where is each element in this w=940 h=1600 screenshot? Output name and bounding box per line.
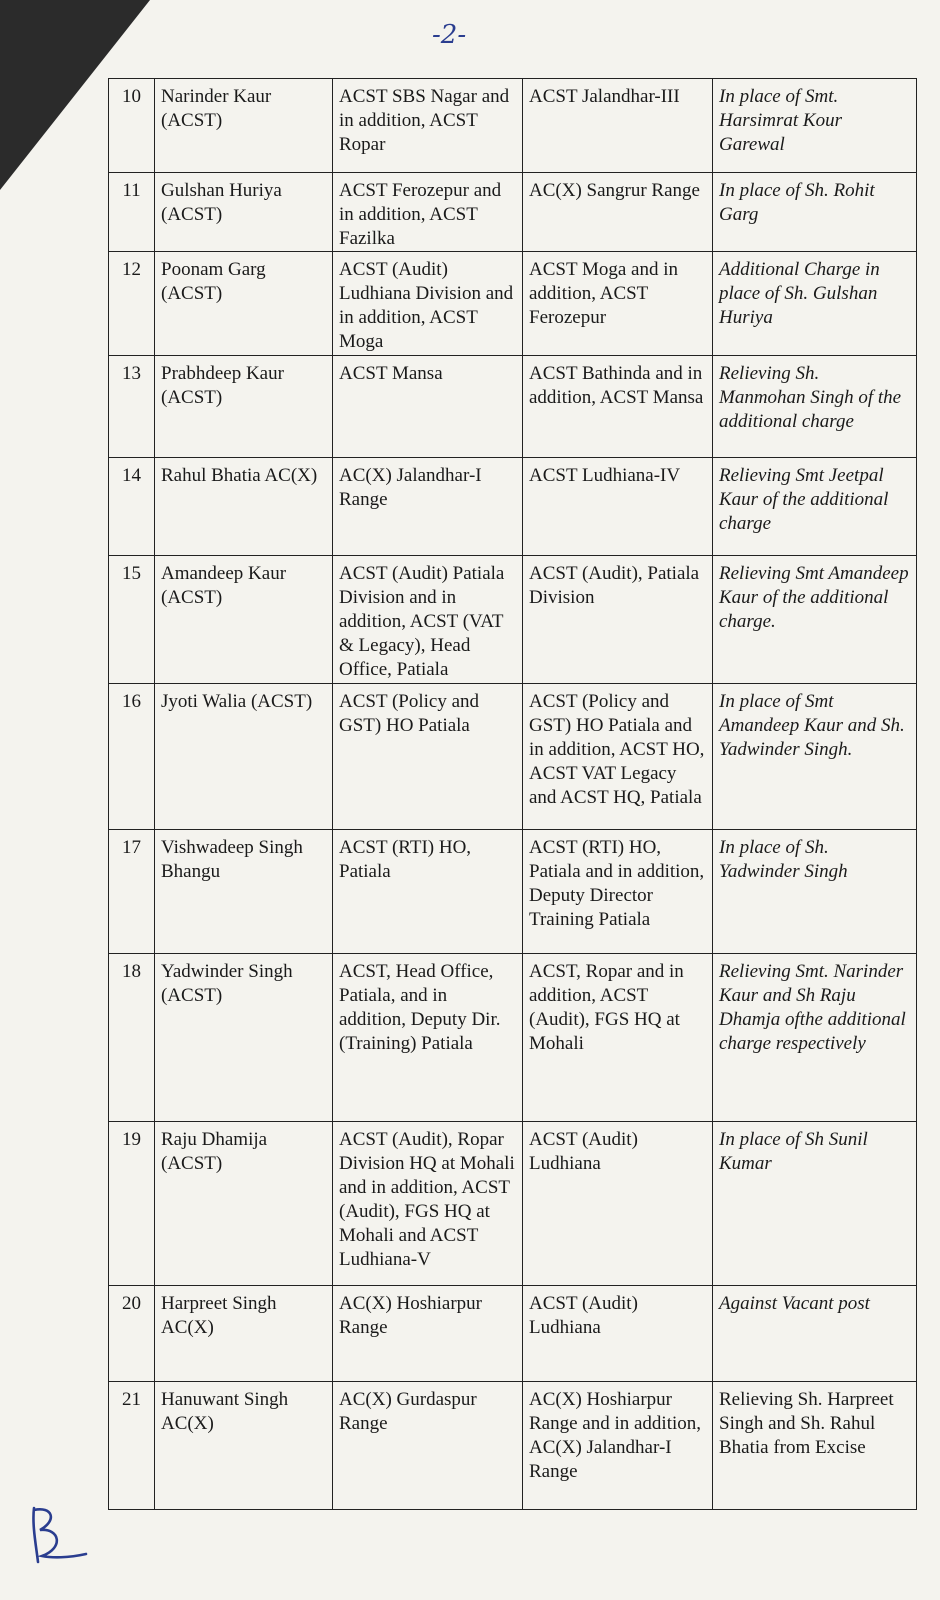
officer-name: Poonam Garg (ACST) [155, 252, 333, 356]
present-posting: AC(X) Hoshiarpur Range [333, 1286, 523, 1382]
remarks: Relieving Smt Jeetpal Kaur of the additional charge [713, 458, 917, 556]
table-row [109, 356, 917, 458]
remarks: Additional Charge in place of Sh. Gulshan Huriya [713, 252, 917, 356]
present-posting: ACST Mansa [333, 356, 523, 458]
new-posting: ACST (RTI) HO, Patiala and in addition, Deputy Director Training Patiala [523, 830, 713, 954]
officer-name: Narinder Kaur (ACST) [155, 79, 333, 173]
table-row [109, 79, 917, 173]
remarks: In place of Sh Sunil Kumar [713, 1122, 917, 1286]
table-row [109, 684, 917, 830]
serial-number: 12 [109, 252, 155, 356]
remarks: Relieving Sh. Harpreet Singh and Sh. Rahul Bhatia from Excise [713, 1382, 917, 1510]
officer-name: Amandeep Kaur (ACST) [155, 556, 333, 684]
table-row [109, 173, 917, 252]
serial-number: 20 [109, 1286, 155, 1382]
new-posting: ACST Jalandhar-III [523, 79, 713, 173]
remarks: In place of Smt Amandeep Kaur and Sh. Yadwinder Singh. [713, 684, 917, 830]
new-posting: ACST Ludhiana-IV [523, 458, 713, 556]
present-posting: ACST (Audit), Ropar Division HQ at Mohali and in addition, ACST (Audit), FGS HQ at Mohali and ACST Ludhiana-V [333, 1122, 523, 1286]
officer-name: Vishwadeep Singh Bhangu [155, 830, 333, 954]
new-posting: AC(X) Sangrur Range [523, 173, 713, 252]
new-posting: ACST, Ropar and in addition, ACST (Audit), FGS HQ at Mohali [523, 954, 713, 1122]
remarks: In place of Sh. Rohit Garg [713, 173, 917, 252]
table-row [109, 830, 917, 954]
present-posting: ACST (Audit) Patiala Division and in addition, ACST (VAT & Legacy), Head Office, Patiala [333, 556, 523, 684]
present-posting: ACST (RTI) HO, Patiala [333, 830, 523, 954]
present-posting: ACST, Head Office, Patiala, and in addition, Deputy Dir. (Training) Patiala [333, 954, 523, 1122]
table-row [109, 1122, 917, 1286]
table-row [109, 1382, 917, 1510]
new-posting: ACST (Audit), Patiala Division [523, 556, 713, 684]
officer-name: Prabhdeep Kaur (ACST) [155, 356, 333, 458]
new-posting: AC(X) Hoshiarpur Range and in addition, AC(X) Jalandhar-I Range [523, 1382, 713, 1510]
table-row [109, 1286, 917, 1382]
remarks: Relieving Sh. Manmohan Singh of the additional charge [713, 356, 917, 458]
table-row [109, 458, 917, 556]
serial-number: 19 [109, 1122, 155, 1286]
present-posting: AC(X) Gurdaspur Range [333, 1382, 523, 1510]
officer-name: Gulshan Huriya (ACST) [155, 173, 333, 252]
present-posting: ACST (Policy and GST) HO Patiala [333, 684, 523, 830]
remarks: In place of Smt. Harsimrat Kour Garewal [713, 79, 917, 173]
serial-number: 13 [109, 356, 155, 458]
officer-name: Raju Dhamija (ACST) [155, 1122, 333, 1286]
remarks: In place of Sh. Yadwinder Singh [713, 830, 917, 954]
remarks: Against Vacant post [713, 1286, 917, 1382]
present-posting: ACST (Audit) Ludhiana Division and in addition, ACST Moga [333, 252, 523, 356]
new-posting: ACST Bathinda and in addition, ACST Mansa [523, 356, 713, 458]
remarks: Relieving Smt Amandeep Kaur of the additional charge. [713, 556, 917, 684]
serial-number: 21 [109, 1382, 155, 1510]
present-posting: ACST SBS Nagar and in addition, ACST Ropar [333, 79, 523, 173]
transfer-table [108, 78, 917, 1510]
officer-name: Yadwinder Singh (ACST) [155, 954, 333, 1122]
serial-number: 14 [109, 458, 155, 556]
new-posting: ACST Moga and in addition, ACST Ferozepur [523, 252, 713, 356]
officer-name: Harpreet Singh AC(X) [155, 1286, 333, 1382]
table-row [109, 556, 917, 684]
table-row [109, 954, 917, 1122]
new-posting: ACST (Policy and GST) HO Patiala and in addition, ACST HO, ACST VAT Legacy and ACST HQ, Patiala [523, 684, 713, 830]
present-posting: ACST Ferozepur and in addition, ACST Fazilka [333, 173, 523, 252]
officer-name: Rahul Bhatia AC(X) [155, 458, 333, 556]
serial-number: 17 [109, 830, 155, 954]
remarks: Relieving Smt. Narinder Kaur and Sh Raju Dhamja ofthe additional charge respectively [713, 954, 917, 1122]
serial-number: 16 [109, 684, 155, 830]
officer-name: Hanuwant Singh AC(X) [155, 1382, 333, 1510]
present-posting: AC(X) Jalandhar-I Range [333, 458, 523, 556]
serial-number: 18 [109, 954, 155, 1122]
page-number: -2- [432, 20, 467, 50]
new-posting: ACST (Audit) Ludhiana [523, 1286, 713, 1382]
initials-signature [22, 1500, 92, 1570]
new-posting: ACST (Audit) Ludhiana [523, 1122, 713, 1286]
serial-number: 15 [109, 556, 155, 684]
serial-number: 11 [109, 173, 155, 252]
officer-name: Jyoti Walia (ACST) [155, 684, 333, 830]
table-row [109, 252, 917, 356]
serial-number: 10 [109, 79, 155, 173]
